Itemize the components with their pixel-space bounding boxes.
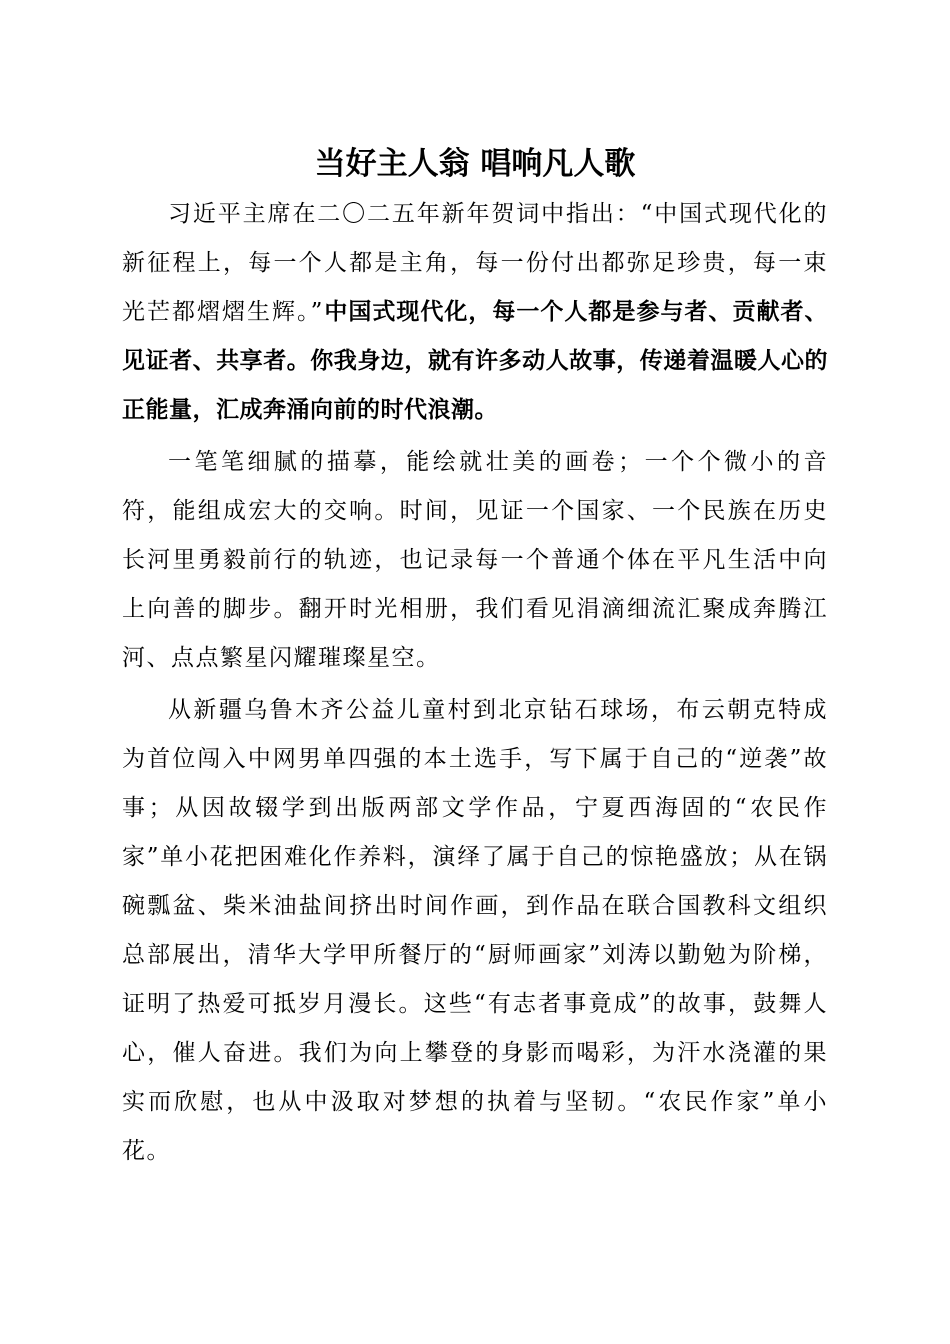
paragraph-3-text: 从新疆乌鲁木齐公益儿童村到北京钻石球场，布云朝克特成为首位闯入中网男单四强的本土选手，写下属于自己的“逆袭”故事；从因故辍学到出版两部文学作品，宁夏西海固的“农民作家”单小花把困难化作养料，演绎了属于自己的惊艳盛放；从在锅碗瓢盆、柴米油盐间挤出时间作画，到作品在联合国教科文组织总部展出，清华大学甲所餐厅的“厨师画家”刘涛以勤勉为阶梯，证明了热爱可抵岁月漫长。这些“有志者事竟成”的故事，鼓舞人心，催人奋进。我们为向上攀登的身影而喝彩，为汗水浇灌的果实而欣慰，也从中汲取对梦想的执着与坚韧。“农民作家”单小花。 (122, 697, 828, 1164)
paragraph-2 (122, 438, 828, 683)
paragraph-1 (122, 190, 828, 435)
paragraph-1-bold-text: 中国式现代化，每一个人都是参与者、贡献者、见证者、共享者。你我身边，就有许多动人故事，传递着温暖人心的正能量，汇成奔涌向前的时代浪潮。 (122, 299, 828, 423)
paragraph-3 (122, 686, 828, 1176)
paragraph-1-text: 习近平主席在二〇二五年新年贺词中指出：“中国式现代化的新征程上，每一个人都是主角，每一份付出都弥足珍贵，每一束光芒都熠熠生辉。” (122, 201, 828, 325)
page-title: 当好主人翁 唱响凡人歌 (314, 146, 636, 182)
paragraph-2-text: 一笔笔细腻的描摹，能绘就壮美的画卷；一个个微小的音符，能组成宏大的交响。时间，见证一个国家、一个民族在历史长河里勇毅前行的轨迹，也记录每一个普通个体在平凡生活中向上向善的脚步。翻开时光相册，我们看见涓滴细流汇聚成奔腾江河、点点繁星闪耀璀璨星空。 (122, 449, 828, 671)
